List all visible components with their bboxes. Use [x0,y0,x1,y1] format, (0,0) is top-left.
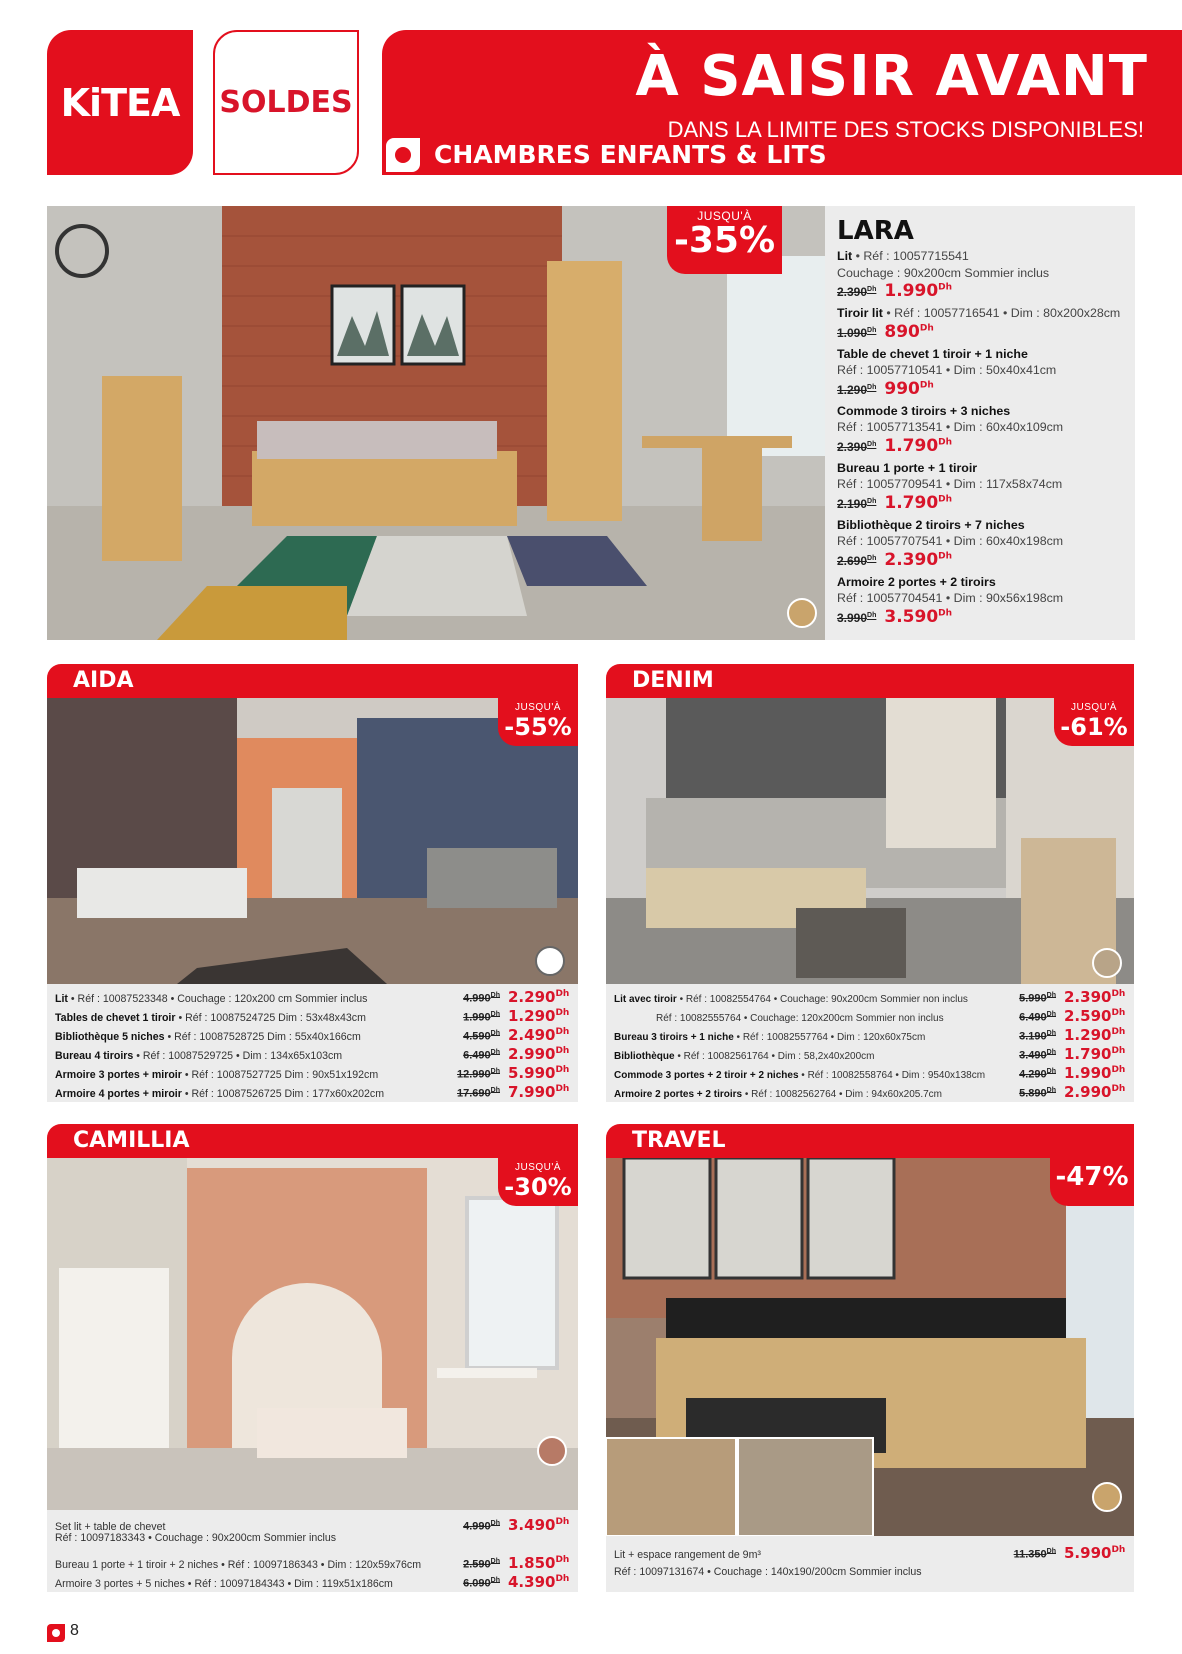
soldes-text: SOLDES [219,85,353,120]
product-item [837,460,1133,513]
badge-percent: -61% [1060,713,1128,741]
table-row: Set lit + table de chevet $4.990^{Dh}$ $3.490^{Dh}$ [55,1516,570,1534]
lara-product-list [825,206,1135,640]
product-item [837,517,1133,570]
product-item [837,346,1133,399]
promo-banner [382,30,1182,175]
table-row: Réf : 10082555764 • Couchage: 120x200cm Sommier non inclus $6.490^{Dh}$ $2.590^{Dh}$ [656,1007,1126,1025]
table-row: Bureau 1 porte + 1 tiroir + 2 niches • Réf : 10097186343 • Dim : 120x59x76cm $2.590^{Dh}$ $1.850^{Dh}$ [55,1554,570,1572]
denim-header [606,664,1134,698]
badge-percent: -30% [504,1173,572,1201]
table-row: Lit + espace rangement de 9m³ $11.350^{Dh}$ $5.990^{Dh}$ [614,1544,1126,1562]
sale-price: $990^{Dh}$ [884,378,934,399]
product-details: Réf : 10057704541 • Dim : 90x56x198cm [837,591,1064,605]
table-row: Armoire 2 portes + 2 tiroirs • Réf : 10082562764 • Dim : 94x60x205.7cm $5.890^{Dh}$ $2.990^{Dh}$ [614,1083,1126,1101]
badge-percent: -55% [504,713,572,741]
discount-badge [498,698,578,746]
camillia-price-table [47,1510,578,1592]
category-title: CHAMBRES ENFANTS & LITS [434,140,827,169]
old-price: $1.290^{Dh}$ [837,382,877,397]
old-price: $1.090^{Dh}$ [837,325,877,340]
travel-room-photo [606,1158,1134,1536]
badge-jusqua: JUSQU'À [697,209,752,223]
discount-badge [498,1158,578,1206]
sale-price: $1.790^{Dh}$ [884,492,953,513]
table-row: Commode 3 portes + 2 tiroir + 2 niches • Réf : 10082558764 • Dim : 9540x138cm $4.290^{Dh}$ $1.990^{Dh}$ [614,1064,1126,1082]
table-row-detail: Réf : 10097131674 • Couchage : 140x190/200cm Sommier inclus [614,1566,922,1578]
product-name: Commode 3 tiroirs + 3 niches [837,403,1011,418]
banner-title: À SAISIR AVANT [635,44,1148,109]
collection-title: LARA [837,216,914,246]
product-details: Réf : 10057707541 • Dim : 60x40x198cm [837,534,1064,548]
table-row: Tables de chevet 1 tiroir • Réf : 10087524725 Dim : 53x48x43cm $1.990^{Dh}$ $1.290^{Dh}$ [55,1007,570,1025]
color-swatch[interactable] [787,598,817,628]
old-price: $3.990^{Dh}$ [837,610,877,625]
table-row: Bureau 4 tiroirs • Réf : 10087529725 • Dim : 134x65x103cm $6.490^{Dh}$ $2.990^{Dh}$ [55,1045,570,1063]
travel-price-table [606,1536,1134,1592]
category-bullet-icon [386,138,420,172]
color-swatch[interactable] [1092,1482,1122,1512]
product-details: Couchage : 90x200cm Sommier inclus [837,265,1050,280]
sale-price: $1.790^{Dh}$ [884,435,953,456]
old-price: $2.690^{Dh}$ [837,553,877,568]
kitea-logo [47,30,193,175]
product-ref: • Réf : 10057715541 [852,249,969,263]
discount-badge [1050,1158,1134,1206]
camillia-header [47,1124,578,1158]
product-item [837,403,1133,456]
travel-header [606,1124,1134,1158]
soldes-badge [213,30,359,175]
sale-price: $890^{Dh}$ [884,321,934,342]
aida-header [47,664,578,698]
product-name: Tiroir lit [837,306,883,320]
table-row: Bureau 3 tiroirs + 1 niche • Réf : 10082557764 • Dim : 120x60x75cm $3.190^{Dh}$ $1.290^{Dh}$ [614,1026,1126,1044]
product-details: Réf : 10057713541 • Dim : 60x40x109cm [837,420,1064,434]
product-ref: • Réf : 10057716541 • Dim : 80x200x28cm [882,306,1121,320]
badge-jusqua: JUSQU'À [515,702,561,713]
badge-jusqua: JUSQU'À [1071,702,1117,713]
collection-title: TRAVEL [632,1128,726,1153]
old-price: $2.390^{Dh}$ [837,439,877,454]
product-name: Bibliothèque 2 tiroirs + 7 niches [837,517,1025,532]
camillia-room-photo [47,1158,578,1510]
product-item [837,305,1133,342]
aida-price-table [47,984,578,1102]
discount-badge [667,206,782,274]
badge-percent: -47% [1055,1162,1129,1192]
page-bullet-icon [47,1624,65,1642]
product-name: Bureau 1 porte + 1 tiroir [837,460,978,475]
color-swatch[interactable] [1092,948,1122,978]
logo-text: KiTEA [60,80,180,125]
banner-subtitle: DANS LA LIMITE DES STOCKS DISPONIBLES! [667,117,1144,142]
table-row: Lit • Réf : 10087523348 • Couchage : 120x200 cm Sommier inclus $4.990^{Dh}$ $2.290^{Dh}$ [55,988,570,1006]
page-number: 8 [70,1622,79,1639]
badge-percent: -35% [673,220,776,261]
table-row: Armoire 3 portes + 5 niches • Réf : 10097184343 • Dim : 119x51x186cm $6.090^{Dh}$ $4.390^{Dh}$ [55,1573,570,1591]
sale-price: $2.390^{Dh}$ [884,549,953,570]
product-item [837,574,1133,627]
collection-title: AIDA [73,668,134,693]
badge-jusqua: JUSQU'À [515,1162,561,1173]
color-swatch[interactable] [535,946,565,976]
table-row: Lit avec tiroir • Réf : 10082554764 • Couchage: 90x200cm Sommier non inclus $5.990^{Dh}$ $2.390^{Dh}$ [614,988,1126,1006]
denim-room-photo [606,698,1134,984]
product-item [837,248,1133,301]
discount-badge [1054,698,1134,746]
aida-room-photo [47,698,578,984]
collection-title: DENIM [632,668,714,693]
product-name: Table de chevet 1 tiroir + 1 niche [837,346,1028,361]
collection-title: CAMILLIA [73,1128,190,1153]
old-price: $2.190^{Dh}$ [837,496,877,511]
table-row: Armoire 4 portes + miroir • Réf : 10087526725 Dim : 177x60x202cm $17.690^{Dh}$ $7.990^{Dh}$ [55,1083,570,1101]
product-details: Réf : 10057710541 • Dim : 50x40x41cm [837,363,1057,377]
sale-price: $1.990^{Dh}$ [884,281,953,301]
lara-room-photo [47,206,825,640]
table-row: Bibliothèque • Réf : 10082561764 • Dim : 58,2x40x200cm $3.490^{Dh}$ $1.790^{Dh}$ [614,1045,1126,1063]
product-name: Armoire 2 portes + 2 tiroirs [837,574,996,589]
sale-price: $3.590^{Dh}$ [884,606,953,627]
old-price: $2.390^{Dh}$ [837,285,877,299]
color-swatch[interactable] [537,1436,567,1466]
product-name: Lit [837,249,853,263]
table-row-detail: Réf : 10097183343 • Couchage : 90x200cm Sommier inclus [55,1532,337,1544]
product-details: Réf : 10057709541 • Dim : 117x58x74cm [837,477,1063,491]
table-row: Armoire 3 portes + miroir • Réf : 10087527725 Dim : 90x51x192cm $12.990^{Dh}$ $5.990^{Dh}$ [55,1064,570,1082]
denim-price-table [606,984,1134,1102]
table-row: Bibliothèque 5 niches • Réf : 10087528725 Dim : 55x40x166cm $4.590^{Dh}$ $2.490^{Dh}$ [55,1026,570,1044]
